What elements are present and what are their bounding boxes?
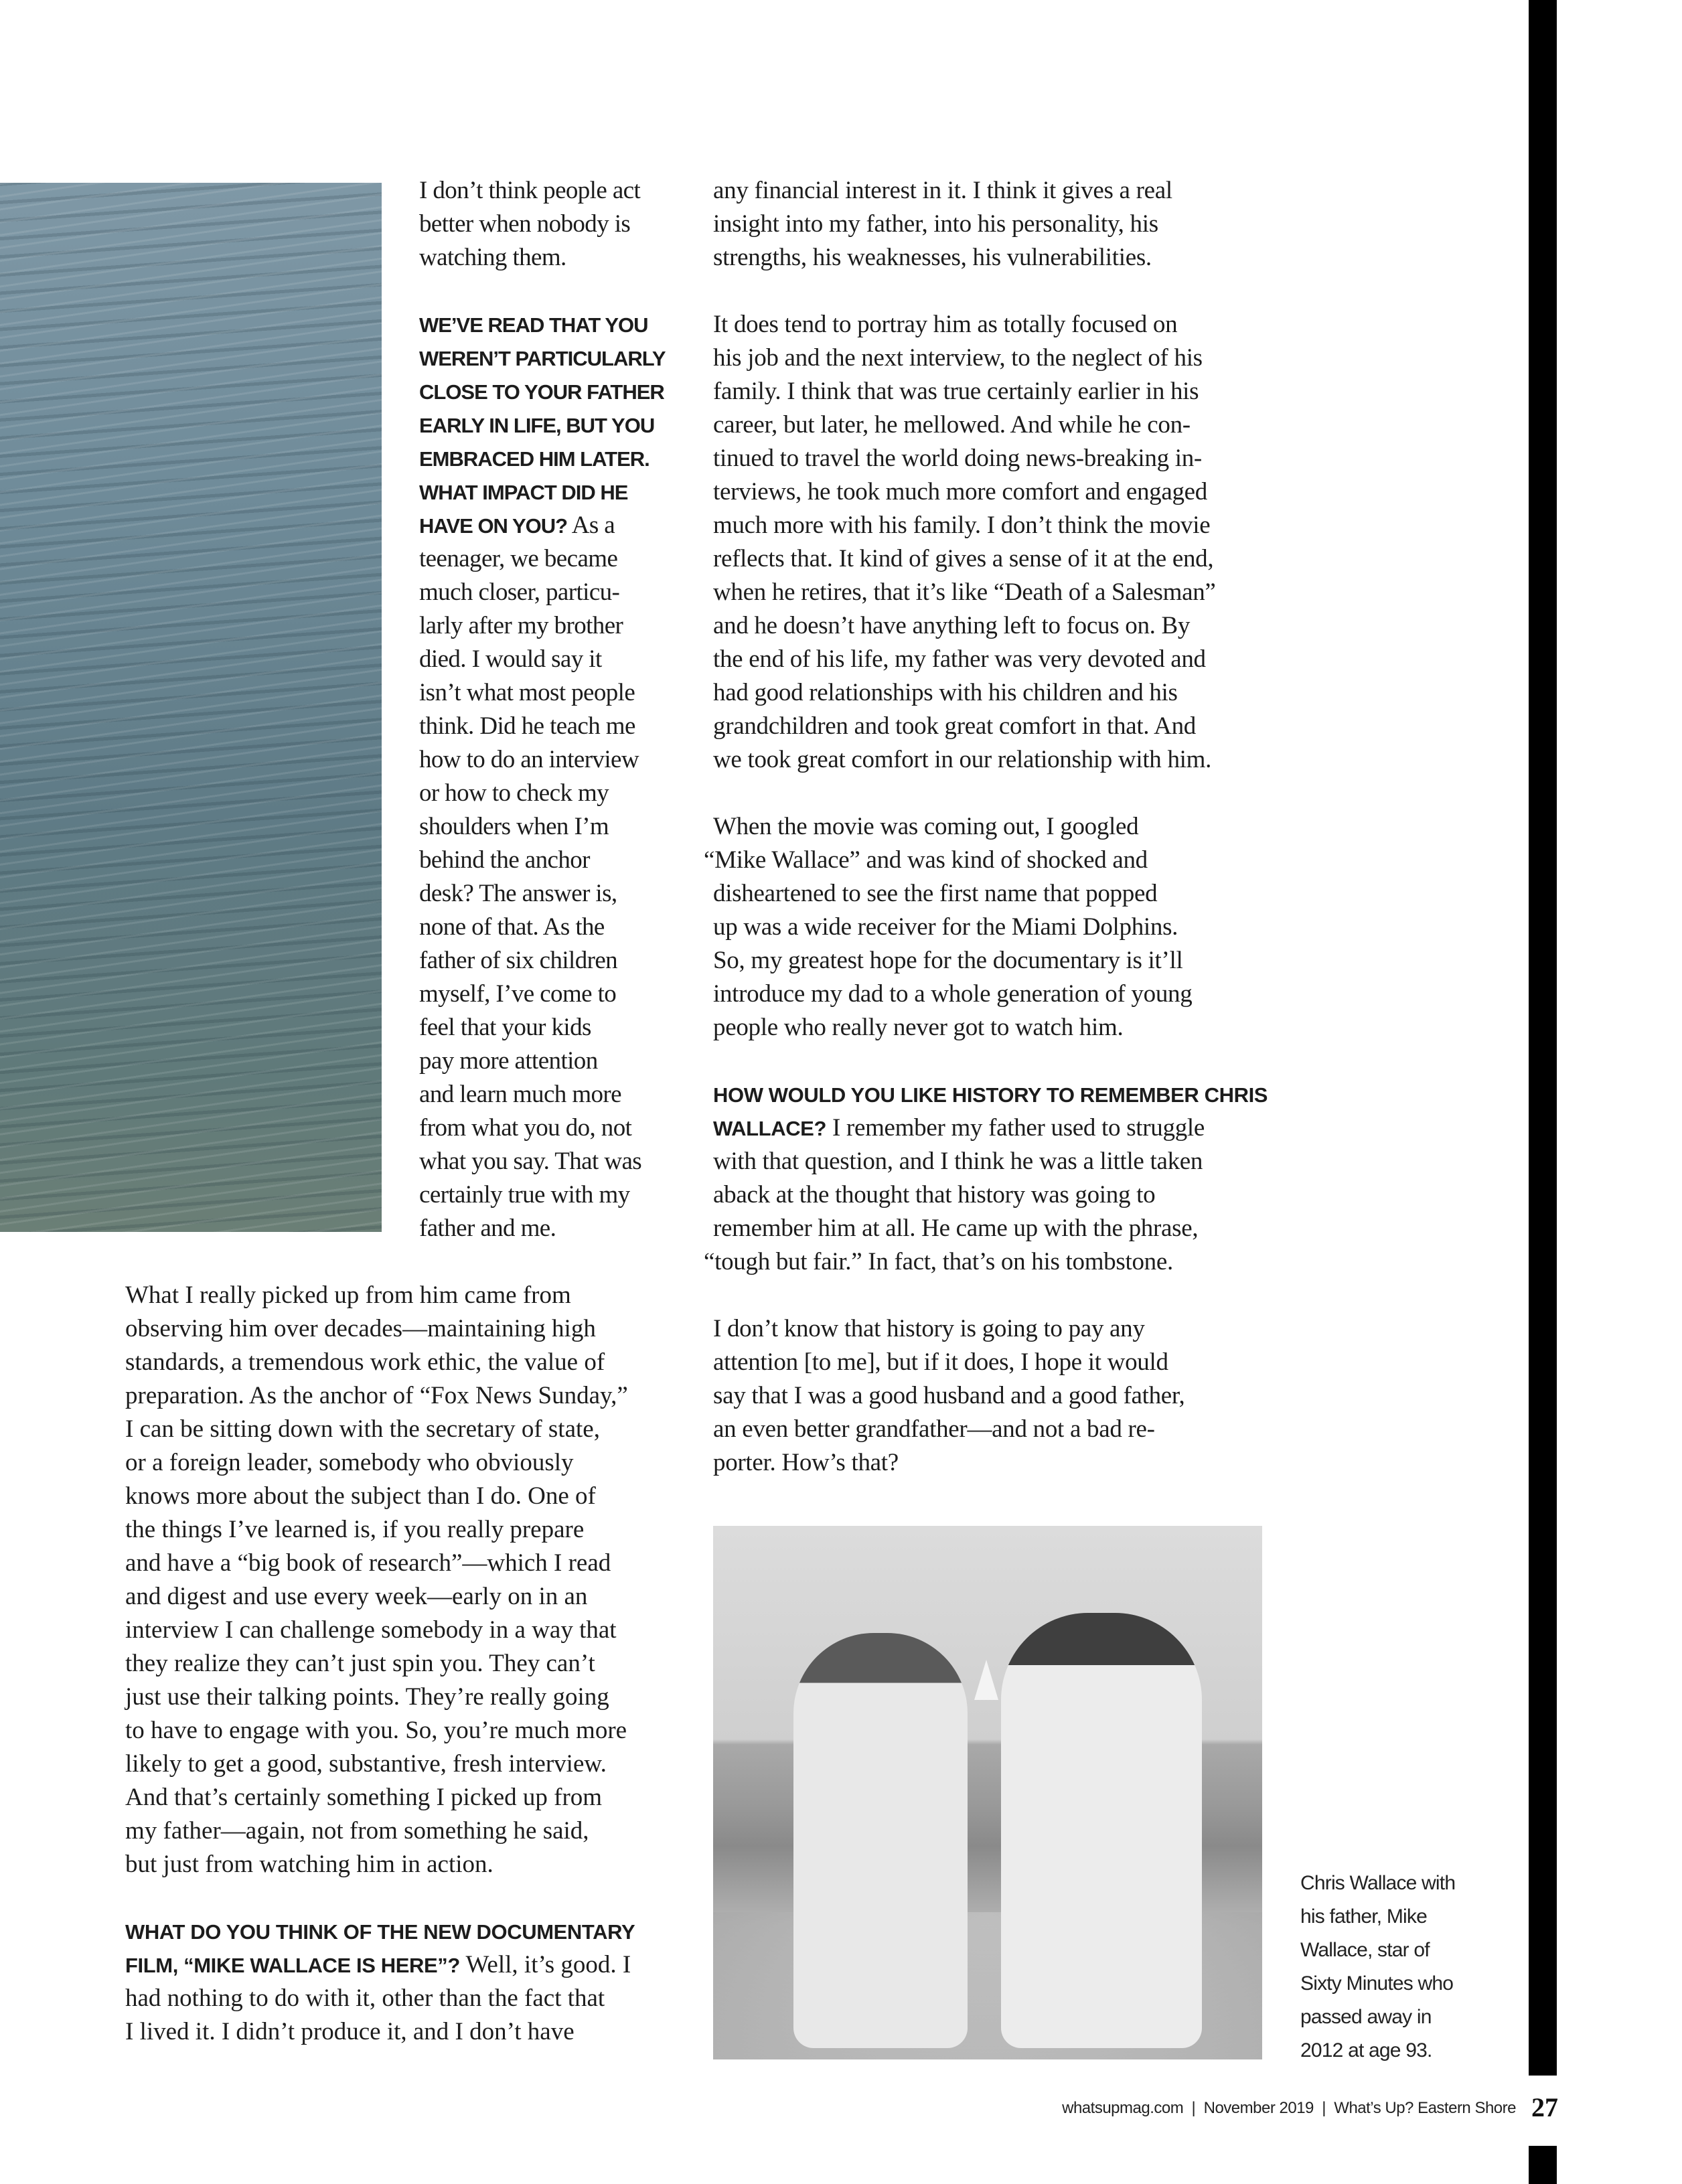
interview-question: WALLACE? xyxy=(713,1117,826,1140)
text-line: standards, a tremendous work ethic, the value of xyxy=(125,1348,605,1376)
text-line: terviews, he took much more comfort and engaged xyxy=(713,478,1207,505)
interview-question: FILM, “MIKE WALLACE IS HERE”? xyxy=(125,1954,460,1977)
text-line: reflects that. It kind of gives a sense of it at the end, xyxy=(713,545,1214,572)
text-line: but just from watching him in action. xyxy=(125,1851,493,1878)
text-line: people who really never got to watch him. xyxy=(713,1014,1124,1041)
text-line: my father—again, not from something he said, xyxy=(125,1817,589,1845)
caption-line: 2012 at age 93. xyxy=(1300,2039,1432,2061)
interview-question: EARLY IN LIFE, BUT YOU xyxy=(419,414,655,437)
article-column-narrow xyxy=(419,174,700,1245)
text-line xyxy=(125,1948,688,1982)
text-line: remember him at all. He came up with the phrase, xyxy=(713,1215,1199,1242)
text-line: and have a “big book of research”—which I read xyxy=(125,1549,611,1577)
interview-question: CLOSE TO YOUR FATHER xyxy=(419,380,664,404)
text-line: and digest and use every week—early on in an xyxy=(125,1583,588,1610)
caption-line: Sixty Minutes who xyxy=(1300,1972,1454,1995)
text-line xyxy=(125,1915,688,1948)
text-line: had nothing to do with it, other than the fact that xyxy=(125,1984,605,2012)
text-line: much closer, particu- xyxy=(419,578,620,606)
text-line: So, my greatest hope for the documentary is it’ll xyxy=(713,947,1183,974)
text-line: any financial interest in it. I think it gives a real xyxy=(713,177,1172,204)
text-line: shoulders when I’m xyxy=(419,813,609,840)
text-line: insight into my father, into his personality, his xyxy=(713,210,1158,238)
text-line: feel that your kids xyxy=(419,1014,591,1041)
interview-question: WEREN’T PARTICULARLY xyxy=(419,347,666,370)
text-line: or how to check my xyxy=(419,779,609,807)
text-line: up was a wide receiver for the Miami Dolphins. xyxy=(713,913,1178,941)
text-line: I lived it. I didn’t produce it, and I don’t have xyxy=(125,2018,575,2045)
text-line: much more with his family. I don’t think the movie xyxy=(713,512,1211,539)
text-line xyxy=(713,1111,1276,1145)
text-line: when he retires, that it’s like “Death of a Salesman” xyxy=(713,578,1216,606)
text-line: When the movie was coming out, I googled xyxy=(713,813,1139,840)
sailboat xyxy=(974,1660,998,1700)
text-line: What I really picked up from him came from xyxy=(125,1281,571,1309)
page-number: 27 xyxy=(1531,2092,1558,2122)
text-line: or a foreign leader, somebody who obviously xyxy=(125,1449,574,1476)
text-line: I don’t know that history is going to pay any xyxy=(713,1315,1145,1342)
ocean-water-photo xyxy=(0,183,382,1232)
answer-text: I remember my father used to struggle xyxy=(826,1114,1205,1142)
photo-caption xyxy=(1300,1867,1455,2068)
text-line xyxy=(419,442,700,475)
chris-wallace-figure xyxy=(793,1633,968,2048)
text-line: had good relationships with his children and his xyxy=(713,679,1178,706)
text-line: pay more attention xyxy=(419,1047,598,1075)
text-line: an even better grandfather—and not a bad re- xyxy=(713,1415,1155,1443)
text-line xyxy=(419,408,700,442)
text-line: interview I can challenge somebody in a way that xyxy=(125,1616,617,1644)
paragraph-gap xyxy=(713,275,1276,308)
paragraph-gap xyxy=(125,1881,688,1915)
text-line: and he doesn’t have anything left to focus on. By xyxy=(713,612,1191,639)
text-line: grandchildren and took great comfort in that. And xyxy=(713,712,1196,740)
text-line: certainly true with my xyxy=(419,1181,630,1208)
answer-text: As a xyxy=(567,512,615,539)
text-line: his job and the next interview, to the neglect of his xyxy=(713,344,1203,372)
text-line: introduce my dad to a whole generation of young xyxy=(713,980,1193,1008)
text-line: I can be sitting down with the secretary of state, xyxy=(125,1415,600,1443)
text-line: from what you do, not xyxy=(419,1114,632,1142)
text-line: “Mike Wallace” and was kind of shocked and xyxy=(704,846,1148,874)
text-line: father of six children xyxy=(419,947,618,974)
text-line xyxy=(419,341,700,375)
paragraph-gap xyxy=(713,1044,1276,1078)
text-line: “tough but fair.” In fact, that’s on his tombstone. xyxy=(704,1248,1173,1275)
caption-line: passed away in xyxy=(1300,2006,1432,2028)
text-line xyxy=(419,475,700,509)
interview-question: WHAT IMPACT DID HE xyxy=(419,481,628,504)
text-line: disheartened to see the first name that popped xyxy=(713,880,1158,907)
page-footer: whatsupmag.com | November 2019 | What’s Up? Eastern Shore xyxy=(1062,2099,1516,2117)
caption-line: Chris Wallace with xyxy=(1300,1872,1456,1894)
text-line: we took great comfort in our relationship with him. xyxy=(713,746,1212,773)
text-line: porter. How’s that? xyxy=(713,1449,899,1476)
text-line: strengths, his weaknesses, his vulnerabilities. xyxy=(713,244,1152,271)
text-line: career, but later, he mellowed. And while he con- xyxy=(713,411,1191,439)
text-line: attention [to me], but if it does, I hope it would xyxy=(713,1348,1168,1376)
text-line: It does tend to portray him as totally focused on xyxy=(713,311,1178,338)
text-line: myself, I’ve come to xyxy=(419,980,617,1008)
text-line: and learn much more xyxy=(419,1081,621,1108)
paragraph-gap xyxy=(713,1279,1276,1312)
text-line: family. I think that was true certainly earlier in his xyxy=(713,378,1199,405)
text-line: observing him over decades—maintaining high xyxy=(125,1315,596,1342)
text-line: teenager, we became xyxy=(419,545,618,572)
text-line: preparation. As the anchor of “Fox News Sunday,” xyxy=(125,1382,628,1409)
text-line: with that question, and I think he was a little taken xyxy=(713,1148,1203,1175)
text-line: the things I’ve learned is, if you really prepare xyxy=(125,1516,585,1543)
interview-question: HAVE ON YOU? xyxy=(419,514,568,538)
interview-question: EMBRACED HIM LATER. xyxy=(419,447,649,471)
text-line: likely to get a good, substantive, fresh interview. xyxy=(125,1750,607,1778)
text-line: desk? The answer is, xyxy=(419,880,617,907)
text-line: better when nobody is xyxy=(419,210,631,238)
text-line: the end of his life, my father was very devoted and xyxy=(713,645,1206,673)
text-line xyxy=(419,509,700,542)
text-line xyxy=(419,375,700,408)
text-line: none of that. As the xyxy=(419,913,605,941)
text-line: larly after my brother xyxy=(419,612,623,639)
article-column-lower-left xyxy=(125,1279,688,2049)
text-line: And that’s certainly something I picked up from xyxy=(125,1784,603,1811)
text-line: just use their talking points. They’re really going xyxy=(125,1683,609,1711)
text-line: father and me. xyxy=(419,1215,556,1242)
article-column-right xyxy=(704,174,1276,1480)
text-line: I don’t think people act xyxy=(419,177,641,204)
text-line xyxy=(713,1078,1276,1111)
caption-line: his father, Mike xyxy=(1300,1905,1427,1928)
interview-question: WHAT DO YOU THINK OF THE NEW DOCUMENTARY xyxy=(125,1920,635,1944)
text-line: watching them. xyxy=(419,244,566,271)
edge-bar-top xyxy=(1529,0,1557,2076)
text-line: died. I would say it xyxy=(419,645,602,673)
text-line: how to do an interview xyxy=(419,746,639,773)
text-line xyxy=(419,308,700,341)
text-line: aback at the thought that history was going to xyxy=(713,1181,1156,1208)
edge-bar-bottom xyxy=(1529,2146,1557,2184)
text-line: isn’t what most people xyxy=(419,679,635,706)
text-line: think. Did he teach me xyxy=(419,712,635,740)
text-line: say that I was a good husband and a good father, xyxy=(713,1382,1185,1409)
answer-text: Well, it’s good. I xyxy=(459,1951,631,1978)
paragraph-gap xyxy=(713,777,1276,810)
paragraph-gap xyxy=(419,275,700,308)
text-line: knows more about the subject than I do. One of xyxy=(125,1482,596,1510)
interview-question: WE’VE READ THAT YOU xyxy=(419,313,648,337)
text-line: they realize they can’t just spin you. They can’t xyxy=(125,1650,595,1677)
text-line: what you say. That was xyxy=(419,1148,642,1175)
text-line: to have to engage with you. So, you’re much more xyxy=(125,1717,627,1744)
chris-and-mike-wallace-photo xyxy=(713,1526,1262,2059)
text-line: tinued to travel the world doing news-breaking in- xyxy=(713,445,1202,472)
mike-wallace-figure xyxy=(1001,1613,1202,2048)
text-line: behind the anchor xyxy=(419,846,590,874)
caption-line: Wallace, star of xyxy=(1300,1939,1430,1961)
interview-question: HOW WOULD YOU LIKE HISTORY TO REMEMBER CHRIS xyxy=(713,1083,1268,1107)
